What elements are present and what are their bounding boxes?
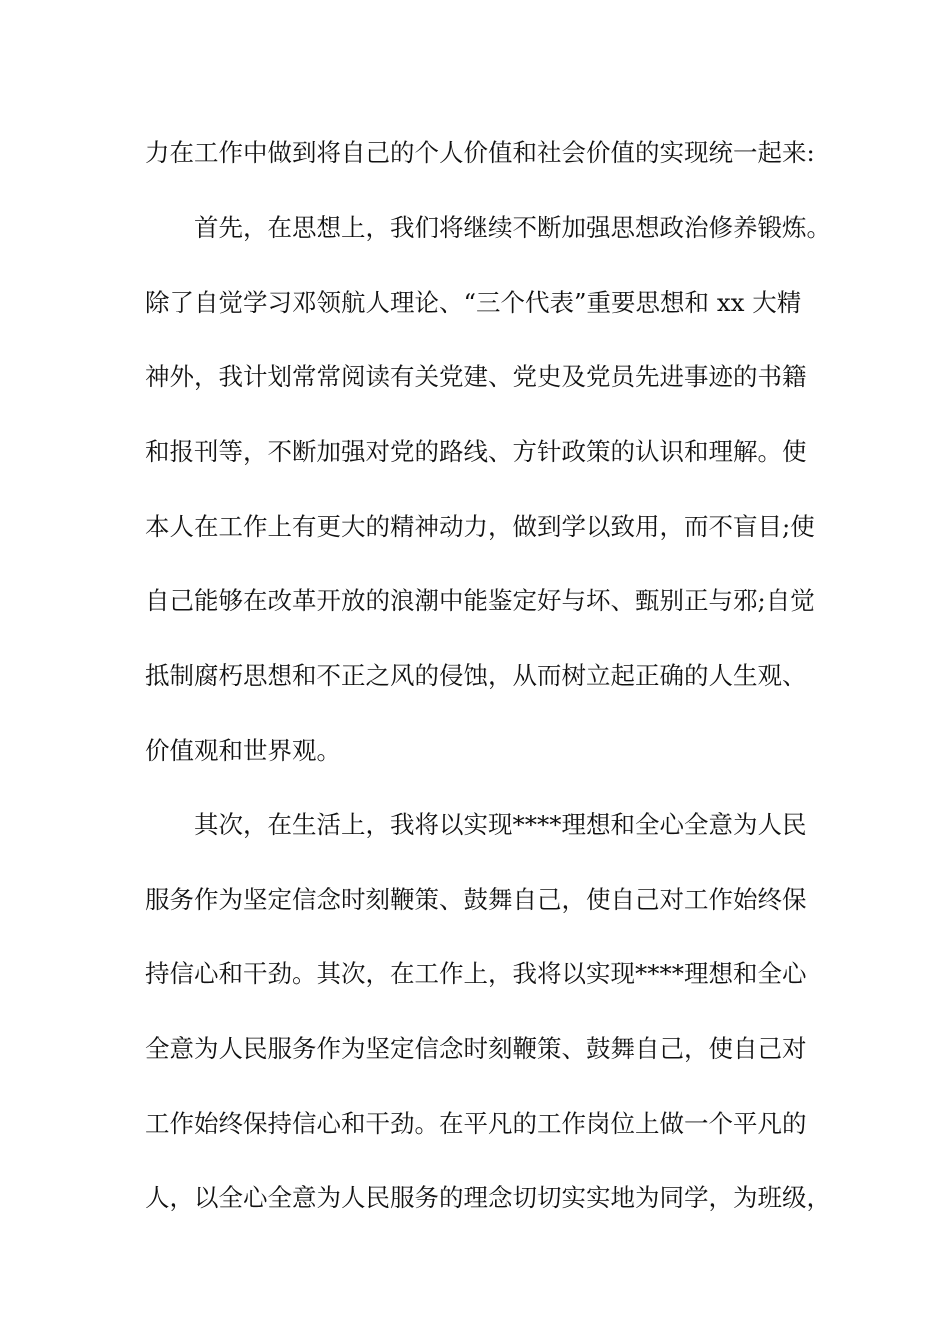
- text-line-11: 服务作为坚定信念时刻鞭策、鼓舞自己，使自己对工作始终保: [145, 885, 807, 914]
- text-line-12: 持信心和干劲。其次，在工作上，我将以实现****理想和全心: [145, 959, 807, 988]
- text-line-13: 全意为人民服务作为坚定信念时刻鞭策、鼓舞自己，使自己对: [145, 1034, 807, 1063]
- text-line-8: 抵制腐朽思想和不正之风的侵蚀，从而树立起正确的人生观、: [145, 661, 807, 690]
- text-line-14: 工作始终保持信心和干劲。在平凡的工作岗位上做一个平凡的: [145, 1109, 807, 1138]
- text-line-1: 力在工作中做到将自己的个人价值和社会价值的实现统一起来:: [145, 138, 815, 167]
- text-line-7: 自己能够在改革开放的浪潮中能鉴定好与坏、甄别正与邪;自觉: [145, 586, 815, 615]
- text-line-5: 和报刊等，不断加强对党的路线、方针政策的认识和理解。使: [145, 437, 807, 466]
- text-line-10: 其次，在生活上，我将以实现****理想和全心全意为人民: [194, 810, 807, 839]
- text-line-6: 本人在工作上有更大的精神动力，做到学以致用，而不盲目;使: [145, 512, 815, 541]
- text-line-9: 价值观和世界观。: [145, 736, 341, 765]
- text-line-2: 首先，在思想上，我们将继续不断加强思想政治修养锻炼。: [194, 213, 831, 242]
- text-line-3: 除了自觉学习邓领航人理论、“三个代表”重要思想和 xx 大精: [145, 288, 802, 317]
- text-line-15: 人，以全心全意为人民服务的理念切切实实地为同学，为班级，: [145, 1183, 831, 1212]
- text-line-4: 神外，我计划常常阅读有关党建、党史及党员先进事迹的书籍: [145, 362, 807, 391]
